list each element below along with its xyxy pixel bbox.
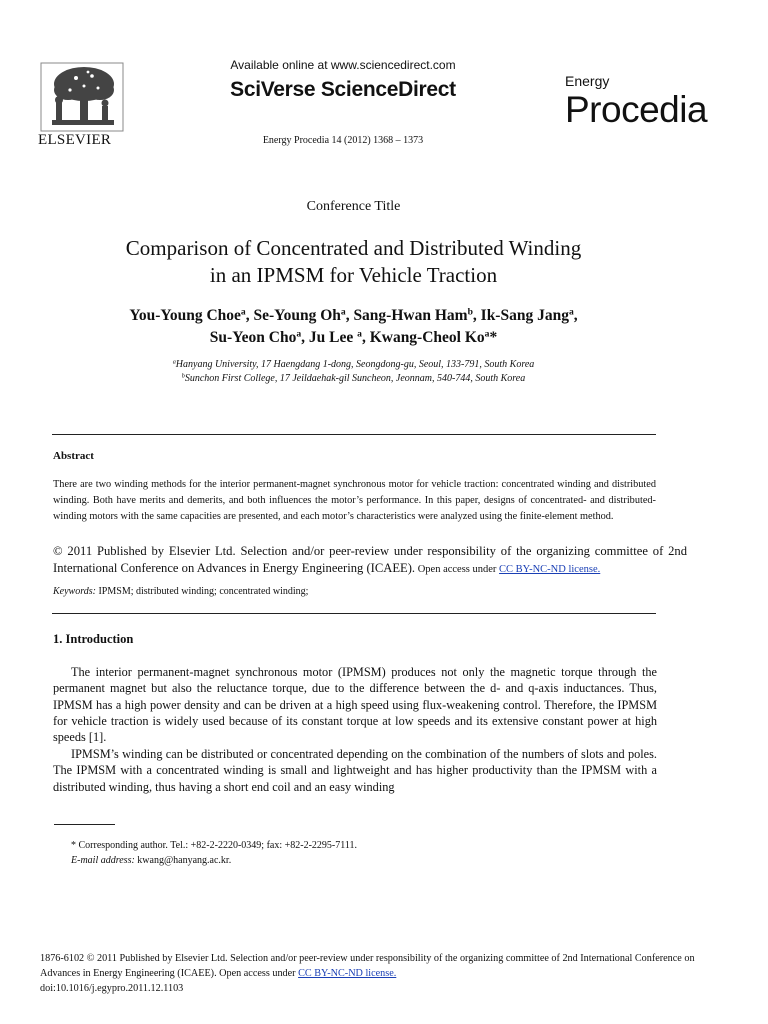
publisher-notice-text: 1876-6102 © 2011 Published by Elsevier Ltd. Selection and/or peer-review under responsibility of the organizing committee of 2nd International Conference on Advances in Energy Engineering (ICAEE). Open access under [40, 953, 695, 979]
author-separator: , [573, 307, 578, 324]
title-line-2: in an IPMSM for Vehicle Traction [209, 263, 498, 287]
abstract-body: There are two winding methods for the interior permanent-magnet synchronous motor for vehicle traction: concentrated winding and distributed winding. Both have merits and demerits, and both influences the motor’s performance. In this paper, designs of concentrated- and distributed-winding motors with the same capacities are presented, and each motor’s characteristics were analyzed using the finite-element method. [53, 479, 656, 522]
authors [0, 305, 707, 349]
conference-title: Conference Title [306, 199, 401, 214]
intro-paragraph-1: The interior permanent-magnet synchronous motor (IPMSM) produces not only the magnetic torque through the permanent magnet but also the reluctance torque, due to the difference between the d- and q-axis inductances. Thus, IPMSM has a high power density and can be driven at a high speed using flux-weakening control. Therefore, the IPMSM for vehicle traction is widely used because of its constant torque at low speeds and its extensive constant power at high speeds [1]. [53, 665, 657, 745]
author-name: Su-Yeon Cho [209, 329, 297, 346]
copyright-notice [53, 543, 687, 578]
publisher-notice [40, 952, 730, 981]
doi: doi:10.1016/j.egypro.2011.12.1103 [40, 983, 184, 994]
copyright-text: © 2011 Published by Elsevier Ltd. Selection and/or peer-review under responsibility of the organizing committee of 2nd International Conference on Advances in Energy Engineering (ICAEE). [53, 544, 687, 575]
affiliation-a [0, 358, 707, 372]
author-affiliation-sup: a [296, 328, 302, 340]
intro-paragraph-2: IPMSM’s winding can be distributed or concentrated depending on the combination of the numbers of slots and poles. The IPMSM with a concentrated winding is small and lightweight and has higher productivity than the IPMSM with a distributed winding, thus having a short end coil and an easy winding [53, 747, 657, 794]
author-affiliation-sup: a [340, 306, 346, 318]
keywords [53, 586, 308, 597]
author-name: , Ik-Sang Jang [472, 307, 569, 324]
elsevier-wordmark: ELSEVIER [38, 132, 112, 148]
corresponding-author-footnote: * Corresponding author. Tel.: +82-2-2220-0349; fax: +82-2-2295-7111. [71, 840, 358, 851]
keywords-label: Keywords: [53, 586, 96, 597]
author-affiliation-sup: b [467, 306, 473, 318]
title-line-1: Comparison of Concentrated and Distributed Winding [125, 236, 582, 260]
available-online-text: Available online at www.sciencedirect.com [230, 58, 456, 72]
author-affiliation-sup: a [484, 328, 490, 340]
authors-line-1 [0, 305, 707, 327]
affiliation-text: Hanyang University, 17 Haengdang 1-dong, Seongdong-gu, Seoul, 133-791, South Korea [175, 359, 535, 370]
footnote-rule [54, 824, 115, 825]
cc-license-link[interactable]: CC BY-NC-ND license. [499, 564, 601, 575]
author-name: , Se-Young Oh [245, 307, 341, 324]
corresponding-asterisk: * [489, 329, 498, 346]
author-name: , Ju Lee [301, 329, 358, 346]
open-access-text: Open access under [415, 564, 500, 575]
affiliation-b [0, 372, 707, 386]
abstract-heading: Abstract [53, 450, 94, 462]
paper-title [0, 235, 707, 289]
section-heading-introduction: 1. Introduction [53, 632, 134, 646]
email-address: kwang@hanyang.ac.kr. [134, 855, 232, 866]
affiliation-text: Sunchon First College, 17 Jeildaehak-gil Suncheon, Jeonnam, 540-744, South Korea [184, 373, 526, 384]
journal-name-small: Energy [565, 73, 610, 89]
email-footnote [71, 855, 231, 866]
author-name: You-Young Choe [129, 307, 241, 324]
keywords-text: IPMSM; distributed winding; concentrated winding; [95, 586, 309, 597]
email-label: E-mail address: [71, 855, 135, 866]
author-affiliation-sup: a [240, 306, 246, 318]
cc-license-link-bottom[interactable]: CC BY-NC-ND license. [298, 967, 397, 979]
affiliations [0, 358, 707, 386]
author-name: , Kwang-Cheol Ko [361, 329, 485, 346]
sciverse-sciencedirect-logo: SciVerse ScienceDirect [230, 78, 456, 101]
affiliation-sup: b [181, 372, 185, 380]
abstract-bottom-rule [52, 613, 656, 614]
journal-citation: Energy Procedia 14 (2012) 1368 – 1373 [262, 135, 424, 146]
author-affiliation-sup: a [568, 306, 574, 318]
abstract-top-rule [52, 434, 656, 435]
author-affiliation-sup: a [357, 328, 362, 340]
affiliation-sup: a [172, 358, 176, 366]
journal-name-big: Procedia [565, 89, 708, 130]
author-name: , Sang-Hwan Ham [345, 307, 468, 324]
energy-procedia-logo [565, 72, 735, 130]
authors-line-2 [0, 327, 707, 349]
elsevier-tree-logo [40, 62, 124, 132]
